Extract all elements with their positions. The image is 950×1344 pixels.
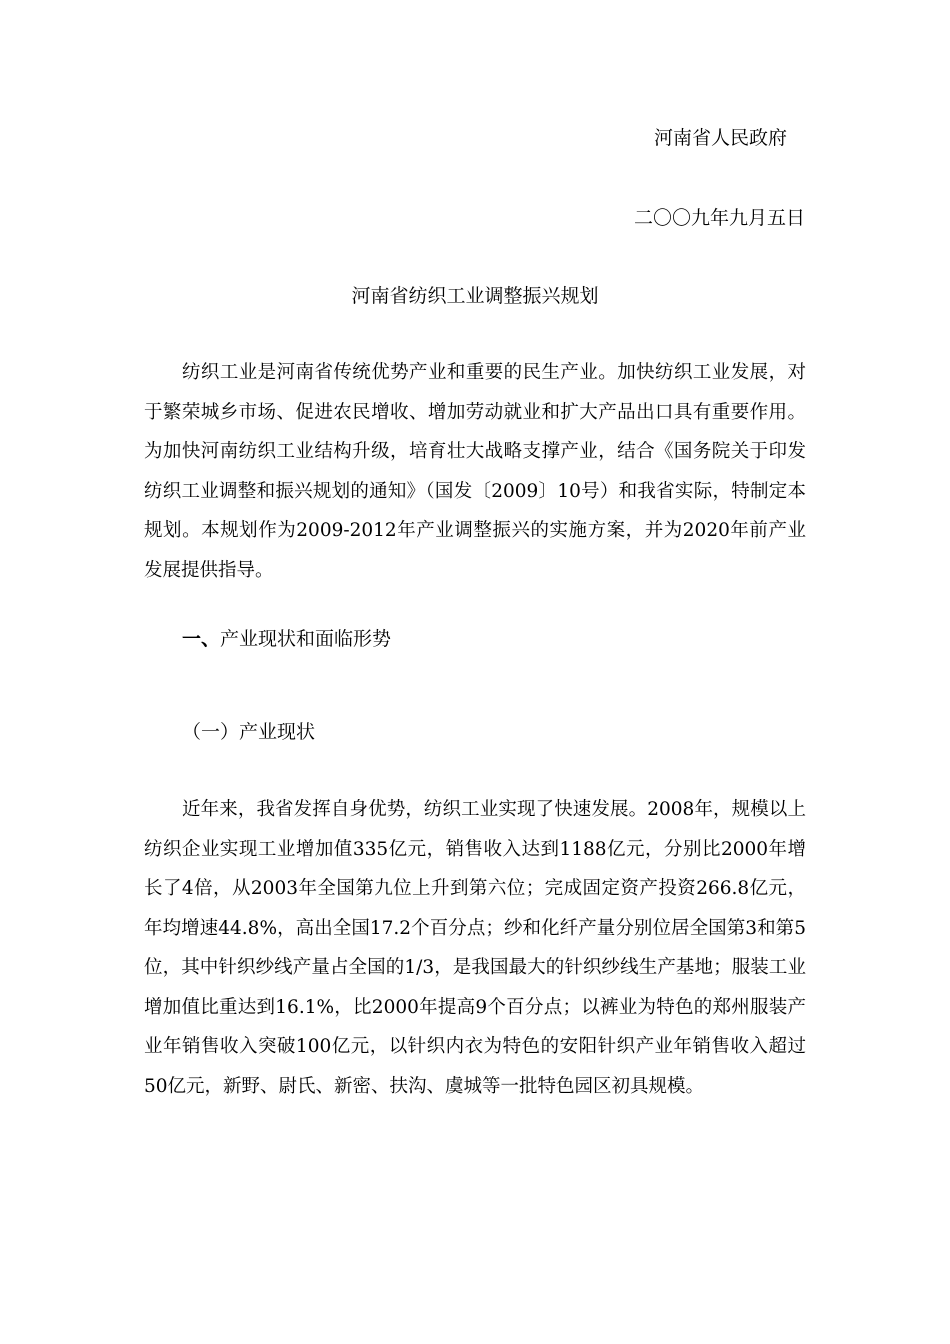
intro-paragraph: 纺织工业是河南省传统优势产业和重要的民生产业。加快纺织工业发展，对于繁荣城乡市场、促进农民增收、增加劳动就业和扩大产品出口具有重要作用。为加快河南纺织工业结构升级，培育壮大战略支撑产业，结合《国务院关于印发纺织工业调整和振兴规划的通知》（国发〔2009〕10号）和我省实际，特制定本规划。本规划作为2009-2012年产业调整振兴的实施方案，并为2020年前产业发展提供指导。 <box>144 362 806 581</box>
section-heading <box>182 625 391 653</box>
subsection-heading: （一）产业现状 <box>182 721 316 743</box>
document-title: 河南省纺织工业调整振兴规划 <box>351 285 599 307</box>
issue-date: 二〇〇九年九月五日 <box>634 207 806 229</box>
issuer-name: 河南省人民政府 <box>654 127 788 149</box>
section-title: 产业现状和面临形势 <box>220 628 392 650</box>
industry-status-paragraph: 近年来，我省发挥自身优势，纺织工业实现了快速发展。2008年，规模以上纺织企业实现工业增加值335亿元，销售收入达到1188亿元，分别比2000年增长了4倍，从2003年全国第九位上升到第六位；完成固定资产投资266.8亿元，年均增速44.8%，高出全国17.2个百分点；纱和化纤产量分别位居全国第3和第5位，其中针织纱线产量占全国的1/3，是我国最大的针织纱线生产基地；服装工业增加值比重达到16.1%，比2000年提高9个百分点；以裤业为特色的郑州服装产业年销售收入突破100亿元，以针织内衣为特色的安阳针织产业年销售收入超过50亿元，新野、尉氏、新密、扶沟、虞城等一批特色园区初具规模。 <box>144 799 806 1097</box>
section-number: 一、 <box>182 628 221 650</box>
